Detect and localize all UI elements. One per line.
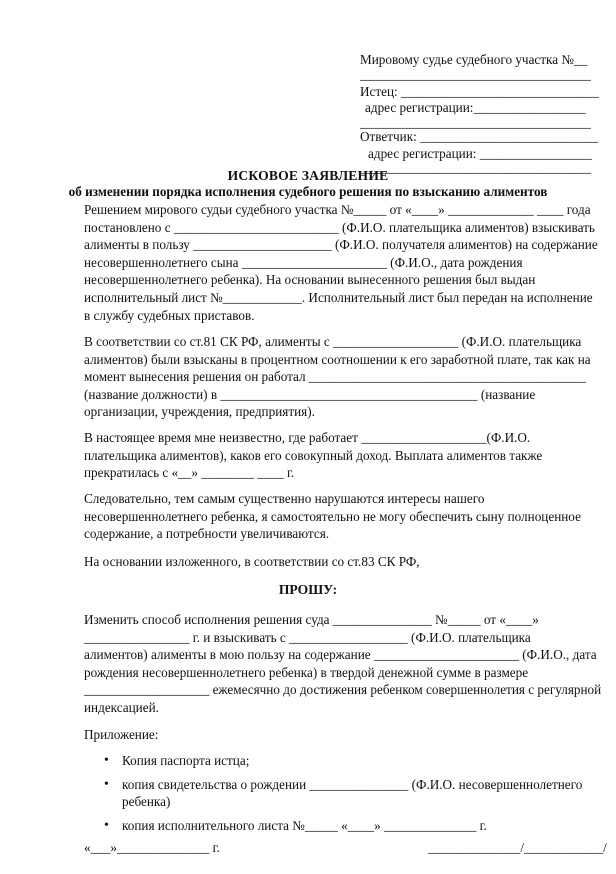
text-line: рождения несовершеннолетнего ребенка) в твердой денежной сумме в размере — [84, 664, 529, 680]
attachment-text: Копия паспорта истца; — [122, 753, 250, 768]
paragraph-unknown-work — [84, 429, 594, 482]
text-line: В настоящее время мне неизвестно, где работает ___________________(Ф.И.О. — [84, 430, 531, 445]
text-line: В соответствии со ст.81 СК РФ, алименты с ___________________ (Ф.И.О. плательщика — [84, 334, 582, 349]
text-line: Следовательно, тем самым существенно нарушаются интересы нашего — [84, 491, 485, 506]
paragraph-request — [84, 611, 602, 717]
bullet-icon: • — [104, 753, 109, 768]
defendant-address-field: адрес регистрации: _________________ — [368, 146, 592, 161]
list-item — [84, 817, 594, 835]
text-line: алименты в пользу _____________________ (Ф.И.О. получателя алиментов) на содержание — [84, 237, 598, 253]
bullet-icon: • — [104, 817, 109, 833]
signature-date: «___»______________ г. — [84, 840, 220, 855]
court-addressee: Мировому судье судебного участка №__ — [360, 52, 588, 67]
attachment-text: копия свидетельства о рождении _______________ (Ф.И.О. несовершеннолетнего — [122, 776, 583, 792]
text-line: момент вынесения решения он работал __________________________________________ — [84, 369, 586, 385]
text-line: содержание, а потребности увеличиваются. — [84, 526, 330, 542]
text-line: несовершеннолетнего ребенка, я самостоятельно не могу обеспечить сыну полноценное — [84, 508, 581, 524]
document-subtitle: об изменении порядка исполнения судебного решения по взысканию алиментов — [68, 184, 548, 199]
plaintiff-field: Истец: ______________________________ — [360, 84, 599, 99]
text-line: плательщика алиментов), каков его совокупный доход. Выплата алиментов также — [84, 447, 543, 463]
text-line: ________________ г. и взыскивать с __________________ (Ф.И.О. плательщика — [84, 629, 531, 645]
text-line: прекратилась с «__» ________ ____ г. — [84, 465, 295, 481]
paragraph-grounds — [84, 553, 594, 571]
text-line: Изменить способ исполнения решения суда _______________ №_____ от «____» — [84, 612, 539, 627]
text-line: исполнительный лист №____________. Исполнительный лист был передан на исполнение — [84, 289, 593, 305]
signature-field: ______________/____________/ — [428, 840, 607, 855]
text-line: в службу судебных приставов. — [84, 307, 255, 323]
paragraph-consequence — [84, 490, 594, 543]
text-line: ___________________ ежемесячно до достижения ребенком совершеннолетия с регулярной — [84, 682, 602, 698]
paragraph-article-81 — [84, 333, 594, 421]
text-line: организации, учреждения, предприятия). — [84, 404, 315, 420]
attachment-text: ребенка) — [122, 794, 171, 810]
defendant-line: ___________________________________ — [360, 160, 591, 175]
text-line: несовершеннолетнего сына ______________________ (Ф.И.О., дата рождения — [84, 254, 523, 270]
court-line: ___________________________________ — [360, 67, 591, 82]
list-item — [84, 752, 594, 770]
text-line: несовершеннолетнего ребенка). На основании вынесенного решения был выдан — [84, 272, 536, 288]
plaintiff-line: ___________________________________ — [360, 115, 591, 130]
paragraph-decision — [84, 201, 598, 324]
request-heading: ПРОШУ: — [278, 582, 338, 597]
attachments-list — [84, 752, 594, 834]
document-title: ИСКОВОЕ ЗАЯВЛЕНИЕ — [227, 168, 389, 183]
text-line: алиментов) алименты в мою пользу на содержание ______________________ (Ф.И.О., дата — [84, 647, 597, 663]
text-line: индексацией. — [84, 699, 159, 715]
text-line: Решением мирового судьи судебного участка №_____ от «____» _____________ ____ года — [84, 202, 591, 217]
text-line: алиментов) были взысканы в процентном соотношении к его заработной плате, так как на — [84, 351, 591, 367]
text-line: (название должности) в _______________________________________ (название — [84, 386, 536, 402]
defendant-field: Ответчик: ___________________________ — [360, 129, 599, 144]
plaintiff-address-field: адрес регистрации:_________________ — [365, 100, 586, 115]
list-item — [84, 776, 594, 811]
attachment-text: копия исполнительного листа №_____ «____» ______________ г. — [122, 817, 487, 833]
text-line: постановлено с _________________________ (Ф.И.О. плательщика алиментов) взыскивать — [84, 219, 595, 235]
bullet-icon: • — [104, 776, 109, 792]
attachments-label — [84, 726, 594, 744]
text-line: На основании изложенного, в соответствии со ст.83 СК РФ, — [84, 554, 420, 569]
text-line: Приложение: — [84, 727, 159, 742]
